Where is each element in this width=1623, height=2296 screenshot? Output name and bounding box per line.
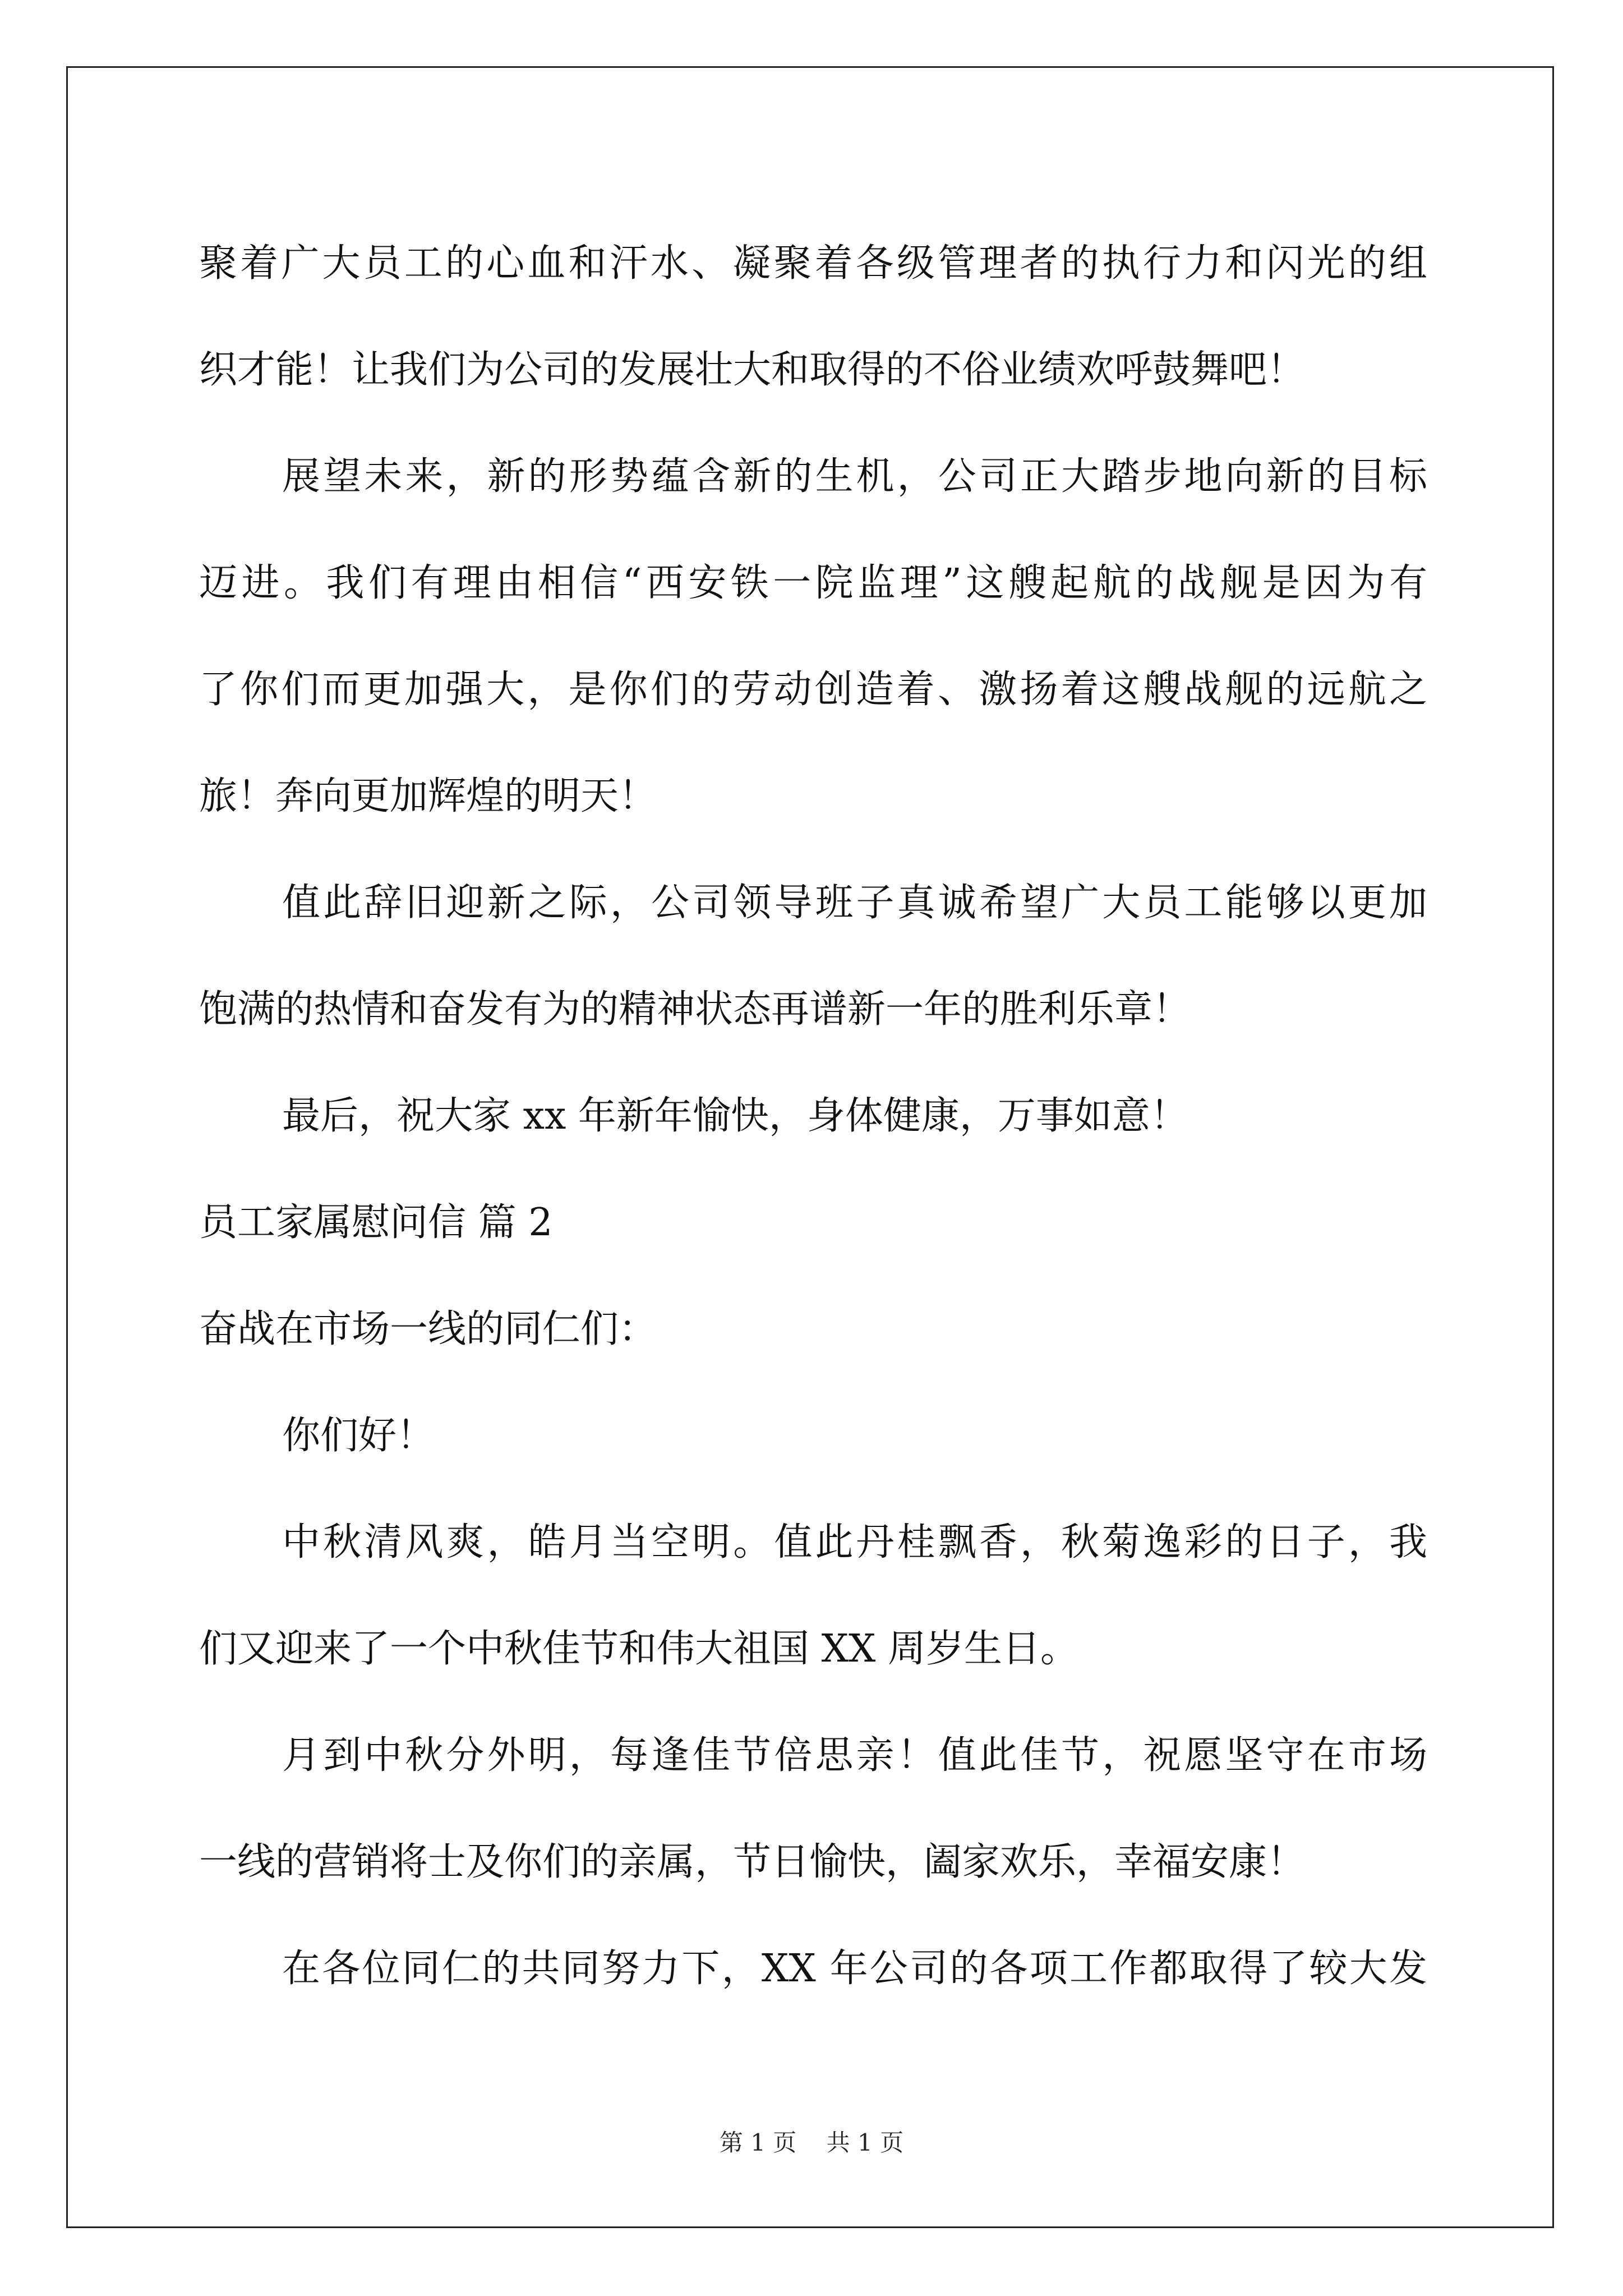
- text-line: 展望未来，新的形势蕴含新的生机，公司正大踏步地向新的目标: [282, 454, 1427, 499]
- text-line: 奋战在市场一线的同仁们：: [199, 1307, 657, 1351]
- page-number: 第 1 页: [719, 2129, 797, 2156]
- text-line: 织才能！让我们为公司的发展壮大和取得的不俗业绩欢呼鼓舞吧！: [199, 348, 1306, 392]
- page-total: 共 1 页: [826, 2129, 904, 2156]
- section-heading: 员工家属慰问信 篇 2: [199, 1200, 553, 1245]
- text-line: 最后，祝大家 xx 年新年愉快，身体健康，万事如意！: [282, 1094, 1188, 1138]
- text-line: 在各位同仁的共同努力下，XX 年公司的各项工作都取得了较大发: [282, 1947, 1427, 1991]
- text-line: 中秋清风爽，皓月当空明。值此丹桂飘香，秋菊逸彩的日子，我: [282, 1520, 1427, 1565]
- text-line: 们又迎来了一个中秋佳节和伟大祖国 XX 周岁生日。: [199, 1627, 1079, 1671]
- text-line: 月到中秋分外明，每逢佳节倍思亲！值此佳节，祝愿坚守在市场: [282, 1733, 1427, 1778]
- document-body: [199, 210, 1427, 2022]
- text-line: 了你们而更加强大，是你们的劳动创造着、激扬着这艘战舰的远航之: [199, 668, 1427, 712]
- text-line: 饱满的热情和奋发有为的精神状态再谱新一年的胜利乐章！: [199, 987, 1191, 1032]
- text-line: 旅！奔向更加辉煌的明天！: [199, 774, 657, 818]
- page-footer: [0, 2126, 1623, 2160]
- text-line: 聚着广大员工的心血和汗水、凝聚着各级管理者的执行力和闪光的组: [199, 241, 1427, 286]
- text-line: 一线的营销将士及你们的亲属，节日愉快，阖家欢乐，幸福安康！: [199, 1840, 1306, 1884]
- text-line: 你们好！: [282, 1414, 435, 1458]
- text-line: 值此辞旧迎新之际，公司领导班子真诚希望广大员工能够以更加: [282, 881, 1427, 925]
- text-line: 迈进。我们有理由相信“西安铁一院监理”这艘起航的战舰是因为有: [199, 561, 1427, 605]
